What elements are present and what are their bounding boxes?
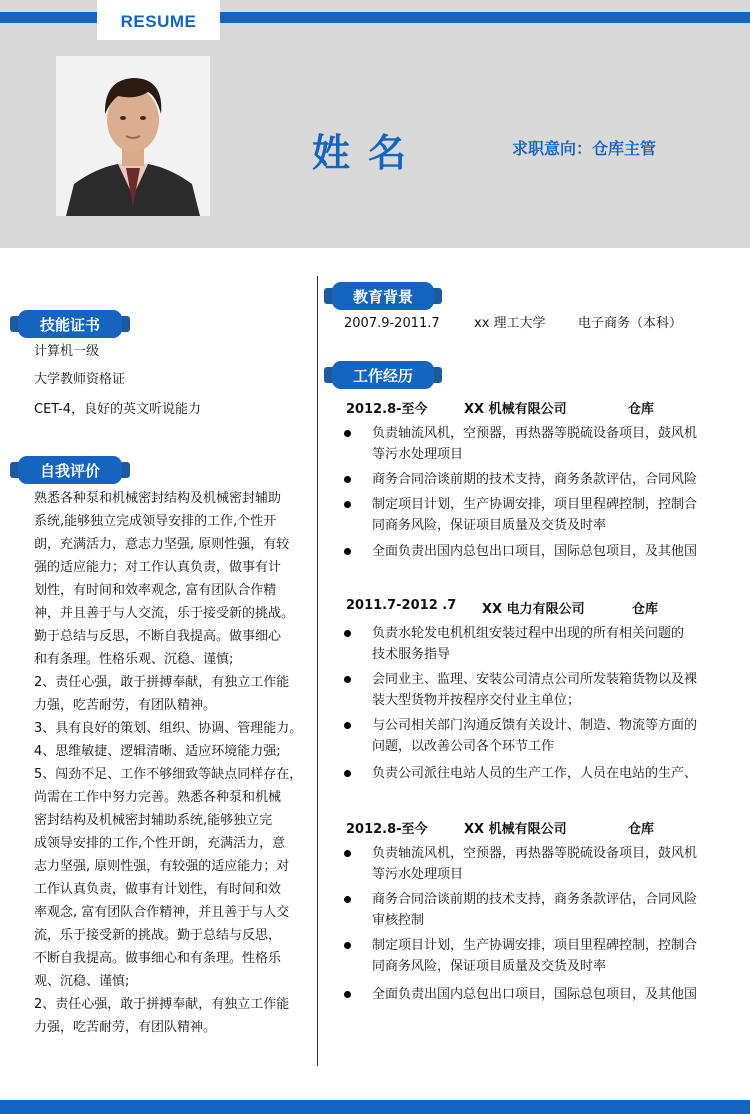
job-bullet-text: 同商务风险，保证项目质量及交货及时率	[372, 518, 607, 533]
bullet-dot-icon	[344, 430, 351, 437]
skill-item: CET-4，良好的英文听说能力	[34, 402, 202, 417]
bullet-dot-icon	[344, 722, 351, 729]
job-bullet-text: 审核控制	[372, 913, 425, 928]
portrait-image	[56, 56, 210, 216]
skills-section-title: 技能证书	[39, 316, 100, 334]
self-eval-line: 观、沉稳、谨慎;	[34, 974, 130, 989]
job-company: XX 机械有限公司	[464, 402, 567, 417]
job-bullet-text: 等污水处理项目	[372, 867, 464, 882]
skill-item: 计算机一级	[34, 344, 100, 359]
job-bullet	[344, 843, 734, 885]
job-bullet-text: 技术服务指导	[372, 647, 451, 662]
self-eval-section-title: 自我评价	[39, 462, 100, 480]
self-eval-line: 流，乐于接受新的挑战。勤于总结与反思，	[34, 928, 282, 943]
bullet-dot-icon	[344, 850, 351, 857]
candidate-name: 姓名	[312, 131, 425, 175]
job-bullet-text: 商务合同洽谈前期的技术支持，商务条款评估，合同风险	[372, 472, 698, 487]
education-major: 电子商务（本科）	[578, 316, 683, 331]
self-eval-line: 尚需在工作中努力完善。熟悉各种泵和机械	[34, 790, 282, 805]
job-company: XX 电力有限公司	[482, 602, 585, 617]
self-eval-line: 4、思维敏捷、逻辑清晰、适应环境能力强;	[34, 744, 281, 759]
education-section-title: 教育背景	[352, 288, 413, 306]
bullet-dot-icon	[344, 676, 351, 683]
self-eval-line: 5、闯劲不足、工作不够细致等缺点同样存在，	[34, 767, 303, 782]
bullet-dot-icon	[344, 991, 351, 998]
self-eval-section-tag	[12, 456, 128, 484]
job-bullet	[344, 623, 734, 665]
job-period: 2012.8-至今	[346, 402, 428, 417]
job-bullet	[344, 423, 734, 465]
education-section-tag	[326, 282, 440, 310]
job-bullet-text: 全面负责出国内总包出口项目，国际总包项目，及其他国	[372, 987, 698, 1002]
bullet-dot-icon	[344, 476, 351, 483]
job-position: 仓库	[628, 402, 655, 417]
self-eval-line: 2、责任心强，敢于拼搏奉献，有独立工作能	[34, 997, 290, 1012]
education-period: 2007.9-2011.7	[344, 316, 440, 331]
work-section-tag	[326, 361, 440, 389]
job-bullet-text: 制定项目计划，生产协调安排，项目里程碑控制，控制合	[372, 497, 698, 512]
column-divider	[317, 276, 318, 1066]
job-bullet	[344, 541, 734, 562]
job-bullet-text: 等污水处理项目	[372, 447, 464, 462]
job-bullet-text: 商务合同洽谈前期的技术支持，商务条款评估，合同风险	[372, 892, 698, 907]
job-position: 仓库	[628, 822, 655, 837]
job-bullet-text: 装大型货物并按程序交付业主单位；	[372, 693, 581, 708]
header-accent-bar-right	[220, 12, 750, 23]
bullet-dot-icon	[344, 548, 351, 555]
self-eval-text	[34, 487, 308, 1039]
self-eval-line: 密封结构及机械密封辅助系统,能够独立完	[34, 813, 273, 828]
job-bullet-text: 制定项目计划，生产协调安排，项目里程碑控制，控制合	[372, 938, 698, 953]
self-eval-line: 力强，吃苦耐劳，有团队精神。	[34, 1020, 217, 1035]
self-eval-line: 不断自我提高。做事细心和有条理。性格乐	[34, 951, 282, 966]
job-bullet-text: 会同业主、监理、安装公司清点公司所发装箱货物以及裸	[372, 672, 698, 687]
self-eval-line: 2、责任心强，敢于拼搏奉献，有独立工作能	[34, 675, 290, 690]
self-eval-line: 强的适应能力；对工作认真负责，做事有计	[34, 560, 282, 575]
job-period: 2012.8-至今	[346, 822, 428, 837]
bullet-dot-icon	[344, 896, 351, 903]
job-company: XX 机械有限公司	[464, 822, 567, 837]
self-eval-line: 朗，充满活力，意志力坚强, 原则性强，有较	[34, 537, 290, 552]
self-eval-line: 系统,能够独立完成领导安排的工作,个性开	[34, 514, 277, 529]
self-eval-line: 熟悉各种泵和机械密封结构及机械密封辅助	[34, 491, 282, 506]
header-accent-bar-left	[0, 12, 97, 23]
self-eval-line: 3、具有良好的策划、组织、协调、管理能力。	[34, 721, 303, 736]
bullet-dot-icon	[344, 942, 351, 949]
job-bullet	[344, 984, 734, 1005]
job-bullet-text: 同商务风险，保证项目质量及交货及时率	[372, 959, 607, 974]
self-eval-line: 成领导安排的工作,个性开朗，充满活力，意	[34, 836, 286, 851]
self-eval-line: 力强，吃苦耐劳，有团队精神。	[34, 698, 217, 713]
job-intent: 求职意向：仓库主管	[512, 139, 657, 158]
job-bullet	[344, 669, 734, 711]
education-school: xx 理工大学	[474, 316, 546, 331]
bullet-dot-icon	[344, 630, 351, 637]
self-eval-line: 工作认真负责，做事有计划性，有时间和效	[34, 882, 282, 897]
self-eval-line: 划性，有时间和效率观念, 富有团队合作精	[34, 583, 277, 598]
job-bullet	[344, 889, 734, 931]
self-eval-line: 率观念, 富有团队合作精神，并且善于与人交	[34, 905, 290, 920]
job-period: 2011.7-2012 .7	[346, 598, 457, 613]
job-bullet-text: 问题，以改善公司各个环节工作	[372, 739, 555, 754]
job-bullet	[344, 494, 734, 536]
resume-label: RESUME	[120, 12, 197, 31]
skill-item: 大学教师资格证	[34, 372, 126, 387]
job-bullet-text: 负责水轮发电机机组安装过程中出现的所有相关问题的	[372, 626, 685, 641]
profile-photo	[56, 56, 210, 216]
job-bullet-text: 负责轴流风机，空预器，再热器等脱硫设备项目，鼓风机	[372, 426, 698, 441]
skills-section-tag	[12, 310, 128, 338]
job-position: 仓库	[632, 602, 659, 617]
bullet-dot-icon	[344, 770, 351, 777]
job-bullet-text: 负责轴流风机，空预器，再热器等脱硫设备项目，鼓风机	[372, 846, 698, 861]
job-bullet	[344, 935, 734, 977]
footer-bar	[0, 1100, 750, 1114]
job-bullet-text: 与公司相关部门沟通反馈有关设计、制造、物流等方面的	[372, 718, 698, 733]
self-eval-line: 志力坚强, 原则性强，有较强的适应能力；对	[34, 859, 290, 874]
self-eval-line: 和有条理。性格乐观、沉稳、谨慎;	[34, 652, 234, 667]
job-bullet-text: 负责公司派往电站人员的生产工作，人员在电站的生产、	[372, 766, 698, 781]
self-eval-line: 勤于总结与反思，不断自我提高。做事细心	[34, 629, 282, 644]
work-section-title: 工作经历	[352, 367, 413, 385]
job-bullet	[344, 469, 734, 490]
job-bullet	[344, 715, 734, 757]
job-bullet	[344, 763, 734, 784]
job-bullet-text: 全面负责出国内总包出口项目，国际总包项目，及其他国	[372, 544, 698, 559]
self-eval-line: 神，并且善于与人交流，乐于接受新的挑战。	[34, 606, 295, 621]
bullet-dot-icon	[344, 501, 351, 508]
